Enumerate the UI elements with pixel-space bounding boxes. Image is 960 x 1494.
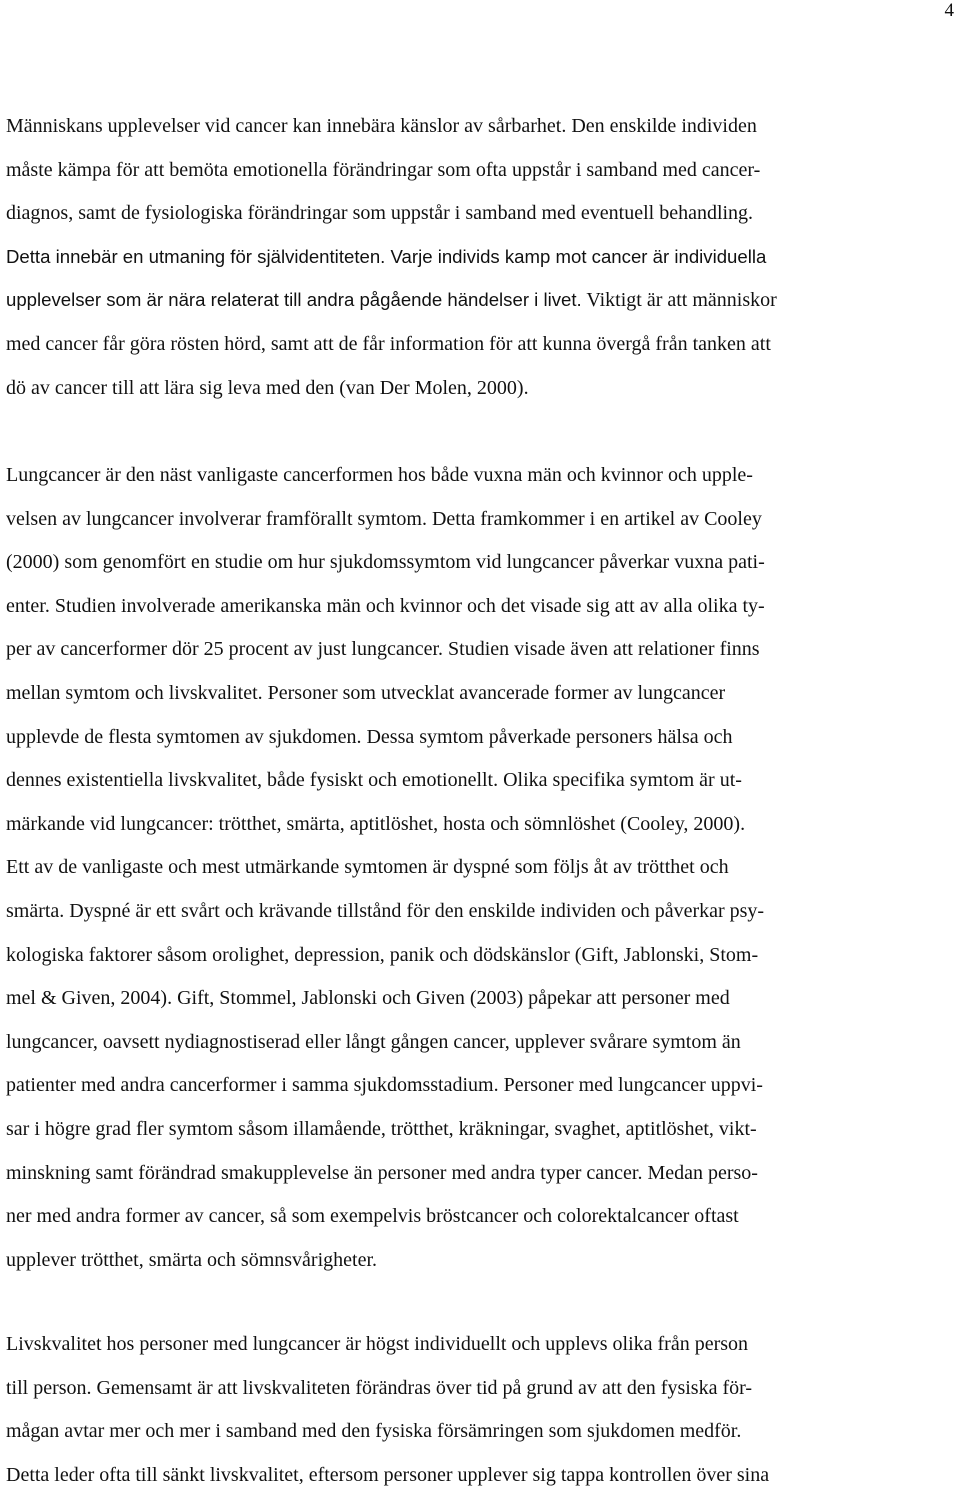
text-segment: med cancer får göra rösten hörd, samt att de får information för att kunna övergå från tanken att [6, 333, 771, 355]
text-line [6, 114, 757, 138]
text-line [6, 1376, 752, 1400]
page-number: 4 [944, 0, 954, 21]
text-segment: (2000) som genomfört en studie om hur sjukdomssymtom vid lungcancer påverkar vuxna pati- [6, 551, 765, 574]
text-line [6, 332, 771, 356]
text-line [6, 681, 725, 705]
text-line [6, 1419, 741, 1443]
text-segment: Livskvalitet hos personer med lungcancer är högst individuellt och upplevs olika från person [6, 1333, 749, 1355]
text-segment: dö av cancer till att lära sig leva med den (van Der Molen, 2000). [6, 376, 529, 399]
text-line [6, 376, 529, 400]
text-segment: upplevelser som är nära relaterat till andra pågående händelser i livet. [6, 289, 582, 311]
text-segment: måste kämpa för att bemöta emotionella förändringar som ofta uppstår i samband med cancer- [6, 158, 761, 181]
text-segment: lungcancer, oavsett nydiagnostiserad eller långt gången cancer, upplever svårare symtom än [6, 1030, 741, 1053]
text-line [6, 463, 753, 487]
text-line [6, 1030, 741, 1054]
text-segment: minskning samt förändrad smakupplevelse än personer med andra typer cancer. Medan perso- [6, 1161, 758, 1184]
text-segment: Varje individs kamp mot cancer är individuella [385, 245, 767, 267]
text-line [6, 550, 765, 574]
text-segment: Ett av de vanligaste och mest utmärkande symtomen är dyspné som följs åt av trötthet och [6, 856, 729, 879]
text-segment: sar i högre grad fler symtom såsom illamående, trötthet, kräkningar, svaghet, aptitlöshet, vikt- [6, 1118, 757, 1140]
text-line [6, 812, 745, 836]
text-line [6, 288, 777, 312]
text-line [6, 158, 760, 182]
text-segment: kologiska faktorer såsom orolighet, depression, panik och dödskänslor (Gift, Jablonski, Stom- [6, 943, 759, 966]
text-segment: enter. Studien involverade amerikanska män och kvinnor och det visade sig att av alla olika ty- [6, 594, 765, 617]
text-segment: märkande vid lungcancer: trötthet, smärta, aptitlöshet, hosta och sömnlöshet (Cooley, 2000). [6, 812, 746, 835]
text-segment: Detta innebär en utmaning för självidentiteten. [6, 245, 386, 267]
text-line [6, 1332, 748, 1356]
text-segment: velsen av lungcancer involverar framförallt symtom. Detta framkommer i en artikel av Cooley [6, 507, 762, 530]
text-line [6, 855, 729, 879]
text-line [6, 943, 758, 967]
text-line [6, 1073, 763, 1097]
text-segment: till person. Gemensamt är att livskvaliteten förändras över tid på grund av att den fysiska för- [6, 1376, 753, 1399]
text-segment: upplever trötthet, smärta och sömnsvårigheter. [6, 1248, 378, 1271]
text-segment: patienter med andra cancerformer i samma sjukdomsstadium. Personer med lungcancer uppvi- [6, 1074, 763, 1097]
text-segment: mågan avtar mer och mer i samband med den fysiska försämringen som sjukdomen medför. [6, 1420, 742, 1443]
text-line [6, 899, 764, 923]
text-line [6, 201, 753, 225]
text-segment: mellan symtom och livskvalitet. Personer som utvecklat avancerade former av lungcancer [6, 682, 726, 704]
text-line [6, 1161, 758, 1185]
text-line [6, 245, 766, 269]
text-line [6, 1204, 739, 1228]
text-segment: upplevde de flesta symtomen av sjukdomen. Dessa symtom påverkade personers hälsa och [6, 725, 733, 748]
text-line [6, 507, 762, 531]
text-line [6, 768, 742, 792]
text-line [6, 637, 760, 661]
text-segment: mel & Given, 2004). Gift, Stommel, Jablonski och Given (2003) påpekar att personer med [6, 987, 730, 1010]
text-segment: per av cancerformer dör 25 procent av just lungcancer. Studien visade även att relationer finns [6, 638, 760, 661]
text-segment: smärta. Dyspné är ett svårt och krävande tillstånd för den enskilde individen och påverkar psy- [6, 900, 765, 922]
text-line [6, 1248, 377, 1272]
text-line [6, 986, 730, 1010]
text-segment: ner med andra former av cancer, så som exempelvis bröstcancer och colorektalcancer oftast [6, 1205, 739, 1228]
text-segment: Människans upplevelser vid cancer kan innebära känslor av sårbarhet. Den enskilde individen [6, 115, 757, 137]
text-line [6, 1117, 757, 1141]
text-segment: diagnos, samt de fysiologiska förändringar som uppstår i samband med eventuell behandling. [6, 202, 754, 225]
text-segment: dennes existentiella livskvalitet, både fysiskt och emotionellt. Olika specifika symtom är ut- [6, 769, 742, 792]
text-line [6, 594, 765, 618]
text-segment: Lungcancer är den näst vanligaste cancerformen hos både vuxna män och kvinnor och upple- [6, 464, 753, 486]
text-segment: Viktigt är att människor [581, 289, 777, 312]
text-segment: Detta leder ofta till sänkt livskvalitet, eftersom personer upplever sig tappa kontrollen över sina [6, 1463, 770, 1486]
text-line [6, 725, 732, 749]
text-line [6, 1463, 769, 1487]
